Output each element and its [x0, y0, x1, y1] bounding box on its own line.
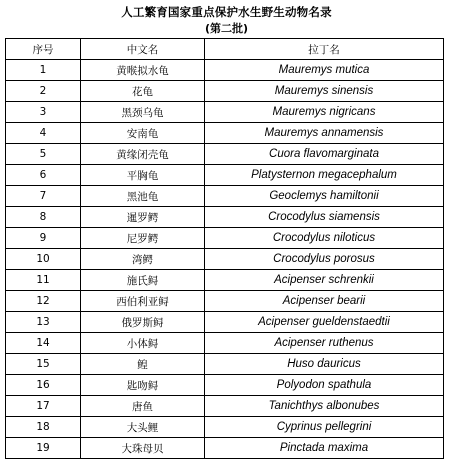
row-number: 4	[6, 123, 81, 144]
row-number: 7	[6, 186, 81, 207]
document-title: 人工繁育国家重点保护水生野生动物名录	[121, 5, 332, 19]
latin-name-cell: Tanichthys albonubes	[205, 396, 444, 417]
chinese-name-cell: 大珠母贝	[81, 438, 205, 459]
table-row	[6, 270, 444, 291]
row-number: 10	[6, 249, 81, 270]
chinese-name-cell: 暹罗鳄	[81, 207, 205, 228]
latin-name-cell: Crocodylus niloticus	[205, 228, 444, 249]
table-row	[6, 207, 444, 228]
row-number: 8	[6, 207, 81, 228]
chinese-name-cell: 施氏鲟	[81, 270, 205, 291]
chinese-name-cell: 平胸龟	[81, 165, 205, 186]
latin-name-cell: Geoclemys hamiltonii	[205, 186, 444, 207]
table-row	[6, 60, 444, 81]
table-row	[6, 186, 444, 207]
latin-name-cell: Cyprinus pellegrini	[205, 417, 444, 438]
table-row	[6, 102, 444, 123]
table-row	[6, 354, 444, 375]
row-number: 1	[6, 60, 81, 81]
latin-name-cell: Mauremys annamensis	[205, 123, 444, 144]
row-number: 9	[6, 228, 81, 249]
document-subtitle: (第二批)	[204, 22, 249, 35]
header-latin-name: 拉丁名	[205, 39, 444, 60]
chinese-name-cell: 大头鲤	[81, 417, 205, 438]
chinese-name-cell: 安南龟	[81, 123, 205, 144]
latin-name-cell: Platysternon megacephalum	[205, 165, 444, 186]
row-number: 18	[6, 417, 81, 438]
header-number: 序号	[6, 39, 81, 60]
latin-name-cell: Acipenser schrenkii	[205, 270, 444, 291]
chinese-name-cell: 黑池龟	[81, 186, 205, 207]
table-row	[6, 165, 444, 186]
table-row	[6, 312, 444, 333]
row-number: 13	[6, 312, 81, 333]
row-number: 17	[6, 396, 81, 417]
table-row	[6, 144, 444, 165]
table-header-row	[6, 39, 444, 60]
species-table	[5, 38, 444, 459]
chinese-name-cell: 黄缘闭壳龟	[81, 144, 205, 165]
table-row	[6, 228, 444, 249]
latin-name-cell: Huso dauricus	[205, 354, 444, 375]
latin-name-cell: Polyodon spathula	[205, 375, 444, 396]
table-row	[6, 333, 444, 354]
latin-name-cell: Mauremys nigricans	[205, 102, 444, 123]
row-number: 6	[6, 165, 81, 186]
latin-name-cell: Pinctada maxima	[205, 438, 444, 459]
table-row	[6, 396, 444, 417]
row-number: 12	[6, 291, 81, 312]
latin-name-cell: Crocodylus siamensis	[205, 207, 444, 228]
row-number: 11	[6, 270, 81, 291]
table-body	[6, 60, 444, 459]
table-row	[6, 81, 444, 102]
header-chinese-name: 中文名	[81, 39, 205, 60]
latin-name-cell: Cuora flavomarginata	[205, 144, 444, 165]
row-number: 14	[6, 333, 81, 354]
table-row	[6, 123, 444, 144]
chinese-name-cell: 小体鲟	[81, 333, 205, 354]
chinese-name-cell: 鳇	[81, 354, 205, 375]
row-number: 15	[6, 354, 81, 375]
latin-name-cell: Acipenser gueldenstaedtii	[205, 312, 444, 333]
latin-name-cell: Mauremys sinensis	[205, 81, 444, 102]
latin-name-cell: Acipenser bearii	[205, 291, 444, 312]
latin-name-cell: Crocodylus porosus	[205, 249, 444, 270]
chinese-name-cell: 花龟	[81, 81, 205, 102]
chinese-name-cell: 匙吻鲟	[81, 375, 205, 396]
row-number: 3	[6, 102, 81, 123]
table-row	[6, 438, 444, 459]
row-number: 19	[6, 438, 81, 459]
chinese-name-cell: 湾鳄	[81, 249, 205, 270]
chinese-name-cell: 唐鱼	[81, 396, 205, 417]
row-number: 2	[6, 81, 81, 102]
table-row	[6, 417, 444, 438]
table-row	[6, 291, 444, 312]
latin-name-cell: Acipenser ruthenus	[205, 333, 444, 354]
chinese-name-cell: 尼罗鳄	[81, 228, 205, 249]
table-row	[6, 375, 444, 396]
row-number: 16	[6, 375, 81, 396]
chinese-name-cell: 西伯利亚鲟	[81, 291, 205, 312]
chinese-name-cell: 俄罗斯鲟	[81, 312, 205, 333]
chinese-name-cell: 黑颈乌龟	[81, 102, 205, 123]
chinese-name-cell: 黄喉拟水龟	[81, 60, 205, 81]
latin-name-cell: Mauremys mutica	[205, 60, 444, 81]
row-number: 5	[6, 144, 81, 165]
table-row	[6, 249, 444, 270]
